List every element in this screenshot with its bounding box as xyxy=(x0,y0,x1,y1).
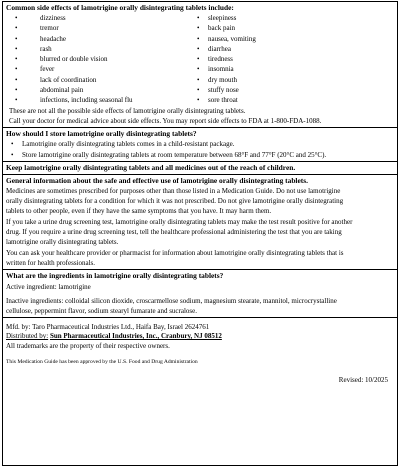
storage-list xyxy=(6,139,394,160)
list-item: • back pain xyxy=(197,24,236,33)
revision-date: Revised: 10/2025 xyxy=(338,375,388,384)
side-effects-note: These are not all the possible side effects of lamotrigine orally disintegrating tablets. xyxy=(9,106,246,115)
storage-section xyxy=(3,128,397,162)
list-item: • diarrhea xyxy=(197,44,231,53)
storage-heading: How should I store lamotrigine orally disintegrating tablets? xyxy=(6,129,197,139)
list-item: • tiredness xyxy=(197,55,233,64)
report-side-effects-note: Call your doctor for medical advice about side effects. You may report side effects to FDA at 1-800-FDA-1088. xyxy=(9,116,322,125)
distributor-name: Sun Pharmaceutical Industries, Inc., Cranbury, NJ 08512 xyxy=(49,332,222,341)
list-item: • nausea, vomiting xyxy=(197,34,256,43)
list-item: • headache xyxy=(15,34,67,43)
list-item: • fever xyxy=(15,65,55,74)
active-ingredient-value: lamotrigine xyxy=(58,283,91,292)
side-effects-columns xyxy=(6,13,394,106)
inactive-ingredients: Inactive ingredients: colloidal silicon dioxide, croscarmellose sodium, magnesium stearate, mannitol, microcrystalline cellulose, peppermint flavor, sodium stearyl fumarate and sucralose. xyxy=(6,296,337,315)
active-ingredient xyxy=(6,282,394,292)
footer-section xyxy=(3,318,397,386)
ingredients-section xyxy=(3,270,397,318)
list-item: • sleepiness xyxy=(197,14,237,22)
list-item: • blurred or double vision xyxy=(15,55,108,64)
list-item: • abdominal pain xyxy=(15,86,84,95)
distributor xyxy=(6,332,394,341)
list-item: • infections, including seasonal flu xyxy=(15,96,133,105)
side-effects-heading: Common side effects of lamotrigine orally disintegrating tablets include: xyxy=(6,3,234,12)
list-item: • Lamotrigine orally disintegrating tablets comes in a child-resistant package. xyxy=(11,140,235,149)
list-item: • lack of coordination xyxy=(15,75,97,84)
health-professional-paragraph: You can ask your healthcare provider or pharmacist for information about lamotrigine orally disintegrating tablets that is written for health professionals. xyxy=(6,248,344,267)
list-item: • stuffy nose xyxy=(197,86,239,95)
distributor-label: Distributed by: xyxy=(6,332,49,341)
urine-test-paragraph: If you take a urine drug screening test, lamotrigine orally disintegrating tablets may make the test result positive for another drug. If you require a urine drug screening test, tell the healthcare professional administering the test that you are taking lamotrigine orally disintegrating tablets. xyxy=(6,217,353,247)
list-item: • rash xyxy=(15,44,52,53)
list-item: • dry mouth xyxy=(197,75,237,84)
active-ingredient-label: Active ingredient: xyxy=(6,283,57,292)
list-item: • insomnia xyxy=(197,65,234,74)
medication-guide xyxy=(2,1,398,466)
trademarks-note: All trademarks are the property of their respective owners. xyxy=(6,341,170,350)
list-item: • Store lamotrigine orally disintegrating tablets at room temperature between 68°F and 77°F (20°C and 25°C). xyxy=(11,150,327,159)
side-effects-right-list xyxy=(197,13,377,106)
side-effects-left-list xyxy=(6,13,197,106)
side-effects-section xyxy=(3,2,397,128)
list-item: • sore throat xyxy=(197,96,238,105)
ingredients-heading: What are the ingredients in lamotrigine orally disintegrating tablets? xyxy=(6,271,224,281)
fda-approval-note: This Medication Guide has been approved by the U.S. Food and Drug Administration xyxy=(6,358,198,365)
general-info-section xyxy=(3,175,397,270)
list-item: • tremor xyxy=(15,24,59,33)
manufacturer: Mfd. by: Taro Pharmaceutical Industries Ltd., Haifa Bay, Israel 2624761 xyxy=(6,323,210,332)
general-info-heading: General information about the safe and effective use of lamotrigine orally disintegrating tablets. xyxy=(6,175,308,185)
general-info-paragraph: Medicines are sometimes prescribed for purposes other than those listed in a Medication Guide. Do not use lamotrigine orally disintegrating tablets for a condition for which it was not prescribed. Do not give lamotrigine orally disintegrating tablets to other people, even if they have the same symptoms that you have. It may harm them. xyxy=(6,186,344,216)
keep-away-statement: Keep lamotrigine orally disintegrating tablets and all medicines out of the reach of children. xyxy=(6,162,296,172)
keep-away-section xyxy=(3,162,397,175)
list-item: • dizziness xyxy=(15,14,66,22)
